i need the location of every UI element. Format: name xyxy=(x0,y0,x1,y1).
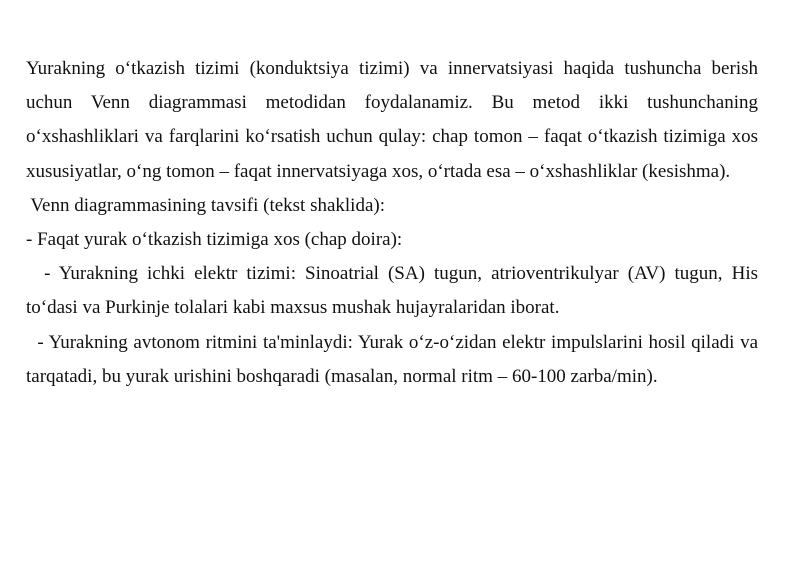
left-circle-heading: - Faqat yurak o‘tkazish tizimiga xos (chap doira): xyxy=(26,229,403,251)
venn-description-heading: Venn diagrammasining tavsifi (tekst shaklida): xyxy=(26,194,385,216)
bullet-autonomous-rhythm: - Yurakning avtonom ritmini ta'minlaydi: Yurak o‘z-o‘zidan elektr impulslarini hosil qiladi va tarqatadi, bu yurak urishini boshqaradi (masalan, normal ritm – 60-100 zarba/min). xyxy=(26,331,763,387)
intro-paragraph: Yurakning o‘tkazish tizimi (konduktsiya tizimi) va innervatsiyasi haqida tushuncha berish uchun Venn diagrammasi metodidan foydalanamiz. Bu metod ikki tushunchaning o‘xshashliklari va farqlarini ko‘rsatish uchun qulay: chap tomon – faqat o‘tkazish tizimiga xos xususiyatlar, o‘ng tomon – faqat innervatsiyaga xos, o‘rtada esa – o‘xshashliklar (kesishma). xyxy=(26,58,758,182)
bullet-conduction-system: - Yurakning ichki elektr tizimi: Sinoatrial (SA) tugun, atrioventrikulyar (AV) tugun, His to‘dasi va Purkinje tolalari kabi maxsus mushak hujayralaridan iborat. xyxy=(26,263,763,319)
